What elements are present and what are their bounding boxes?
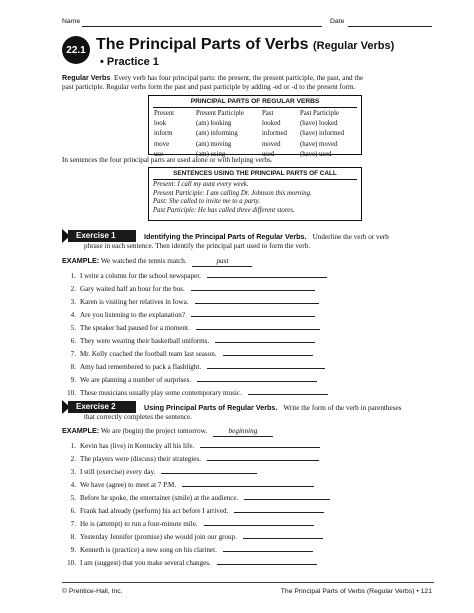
- table-cell: (have) looked: [300, 120, 338, 128]
- lesson-badge: [62, 36, 90, 64]
- item-text: Yesterday Jennifer (promise) she would join our group.: [80, 533, 237, 541]
- sentence-line: Present Participle: I am calling Dr. Johnson this morning.: [153, 189, 312, 197]
- intro-lead: Regular Verbs: [62, 73, 111, 82]
- exercise-2-heading-text: Using Principal Parts of Regular Verbs.: [144, 403, 278, 412]
- item-text: I am (suggest) that you make several changes.: [80, 559, 211, 567]
- item-text: Kenneth is (practice) a new song on his clarinet.: [80, 546, 217, 554]
- item-text: Frank had already (perform) his act before I arrived.: [80, 507, 229, 515]
- list-item: 2. Gary waited half an hour for the bus.: [62, 283, 315, 293]
- table-cell: move: [154, 140, 170, 148]
- item-text: Kevin has (live) in Kentucky all his life.: [80, 442, 195, 450]
- date-label: Date: [330, 18, 345, 25]
- sentences-intro: In sentences the four principal parts are used alone or with helping verbs.: [62, 156, 273, 164]
- answer-blank[interactable]: [196, 322, 320, 330]
- answer-blank[interactable]: [223, 348, 313, 356]
- list-item: 8. Amy had remembered to pack a flashlight.: [62, 361, 325, 371]
- list-item: 3. I still (exercise) every day.: [62, 466, 257, 476]
- list-item: 7. He is (attempt) to run a four-minute mile.: [62, 518, 314, 528]
- footer-page-info: The Principal Parts of Verbs (Regular Verbs) • 121: [280, 588, 432, 595]
- item-text: He is (attempt) to run a four-minute mile.: [80, 520, 198, 528]
- footer-copyright: © Prentice-Hall, Inc.: [62, 588, 123, 595]
- answer-blank[interactable]: [182, 479, 314, 487]
- intro-text-2: past participle. Regular verbs form the past and past participle by adding -ed or -d to the present form.: [62, 83, 356, 91]
- sentence-line: Past Participle: He has called three different stores.: [153, 206, 295, 214]
- footer-rule: [62, 582, 434, 583]
- parts-grid: [153, 109, 345, 160]
- intro-text-1: Every verb has four principal parts: the present, the present participle, the past, and the: [113, 74, 364, 82]
- page-title: [96, 36, 394, 54]
- table-cell: use: [154, 150, 164, 158]
- table-title: PRINCIPAL PARTS OF REGULAR VERBS: [190, 98, 320, 105]
- table-cell: (am) informing: [196, 130, 238, 138]
- list-item: 5. The speaker had paused for a moment.: [62, 322, 320, 332]
- answer-blank[interactable]: [200, 440, 320, 448]
- item-text: They were wearing their basketball uniforms.: [80, 337, 210, 345]
- item-text: These musicians usually play some contemporary music.: [80, 389, 242, 397]
- table-cell: moved: [262, 140, 281, 148]
- table-header-row: [153, 109, 345, 119]
- list-item: 1. I write a column for the school newspaper.: [62, 270, 327, 280]
- exercise-2-label: Exercise 2: [76, 402, 116, 411]
- header-past: Past: [262, 110, 274, 117]
- exercise-2-example: [62, 426, 273, 437]
- header-present-participle: Present Participle: [196, 110, 244, 117]
- exercise-1-tab: [62, 229, 138, 243]
- list-item: 4. Are you listening to the explanation?: [62, 309, 315, 319]
- table-row: [153, 140, 345, 150]
- item-text: I write a column for the school newspaper.: [80, 272, 201, 280]
- list-item: 10. These musicians usually play some contemporary music.: [62, 387, 328, 397]
- exercise-2-heading: [144, 403, 401, 412]
- intro-paragraph: [62, 73, 434, 92]
- answer-blank[interactable]: [197, 374, 317, 382]
- name-label: Name: [62, 18, 81, 25]
- exercise-2-instr-1: Write the form of the verb in parentheses: [283, 404, 402, 412]
- list-item: 10. I am (suggest) that you make several changes.: [62, 557, 317, 567]
- exercise-1-heading-text: Identifying the Principal Parts of Regular Verbs.: [144, 232, 307, 241]
- answer-blank[interactable]: [215, 335, 315, 343]
- sentences-box: [148, 167, 362, 221]
- item-text: Gary waited half an hour for the bus.: [80, 285, 185, 293]
- answer-blank[interactable]: [223, 544, 313, 552]
- item-text: I still (exercise) every day.: [80, 468, 156, 476]
- list-item: 9. Kenneth is (practice) a new song on his clarinet.: [62, 544, 313, 554]
- list-item: 9. We are planning a number of surprises.: [62, 374, 317, 384]
- exercise-1-instr-2: phrase in each sentence. Then identify the principal part used to form the verb.: [84, 242, 310, 250]
- list-item: 4. We have (agree) to meet at 7 P.M.: [62, 479, 314, 489]
- exercise-1-label: Exercise 1: [76, 231, 116, 240]
- exercise-1-instr-1: Underline the verb or verb: [312, 233, 389, 241]
- date-field-line: [348, 26, 432, 27]
- exercise-2-instr-2: that correctly completes the sentence.: [84, 413, 192, 421]
- answer-blank[interactable]: [195, 296, 319, 304]
- list-item: 7. Mr. Kelly coached the football team last season.: [62, 348, 313, 358]
- list-item: 1. Kevin has (live) in Kentucky all his life.: [62, 440, 320, 450]
- example-answer: beginning: [213, 427, 273, 437]
- lesson-number: 22.1: [66, 44, 86, 56]
- exercise-2-tab: [62, 400, 138, 414]
- answer-blank[interactable]: [207, 270, 327, 278]
- answer-blank[interactable]: [248, 387, 328, 395]
- table-cell: looked: [262, 120, 281, 128]
- answer-blank[interactable]: [204, 518, 314, 526]
- table-cell: (have) used: [300, 150, 332, 158]
- table-cell: (have) moved: [300, 140, 338, 148]
- list-item: 3. Karen is visiting her relatives in Iowa.: [62, 296, 319, 306]
- item-text: We have (agree) to meet at 7 P.M.: [80, 481, 177, 489]
- table-row: [153, 119, 345, 129]
- item-text: Karen is visiting her relatives in Iowa.: [80, 298, 189, 306]
- sentence-line: Past: She called to invite me to a party.: [153, 198, 261, 206]
- example-label: EXAMPLE:: [62, 256, 100, 265]
- example-text: We are (begin) the project tomorrow.: [100, 427, 208, 435]
- table-cell: (am) moving: [196, 140, 232, 148]
- title-paren: (Regular Verbs): [312, 40, 395, 52]
- answer-blank[interactable]: [243, 531, 323, 539]
- answer-blank[interactable]: [207, 361, 325, 369]
- name-field-line: [82, 26, 322, 27]
- answer-blank[interactable]: [244, 492, 330, 500]
- table-cell: look: [154, 120, 167, 128]
- table-row: [153, 129, 345, 139]
- table-cell: (have) informed: [300, 130, 344, 138]
- header-present: Present: [154, 110, 175, 117]
- item-text: Amy had remembered to pack a flashlight.: [80, 363, 202, 371]
- answer-blank[interactable]: [207, 453, 319, 461]
- answer-blank[interactable]: [191, 309, 315, 317]
- answer-blank[interactable]: [191, 283, 315, 291]
- item-text: The speaker had paused for a moment.: [80, 324, 190, 332]
- practice-label: • Practice 1: [100, 56, 159, 68]
- item-text: Before he spoke, the entertainer (smile) at the audience.: [80, 494, 239, 502]
- item-text: Are you listening to the explanation?: [80, 311, 185, 319]
- title-main: The Principal Parts of Verbs: [96, 36, 309, 53]
- example-answer: past: [192, 257, 252, 267]
- list-item: 6. They were wearing their basketball uniforms.: [62, 335, 315, 345]
- example-text: We watched the tennis match.: [100, 257, 187, 265]
- exercise-1-example: [62, 256, 252, 267]
- principal-parts-table: [148, 95, 362, 158]
- item-text: The players were (discuss) their strategies.: [80, 455, 201, 463]
- list-item: 6. Frank had already (perform) his act before I arrived.: [62, 505, 324, 515]
- list-item: 5. Before he spoke, the entertainer (smile) at the audience.: [62, 492, 330, 502]
- table-cell: informed: [262, 130, 287, 138]
- table-cell: used: [262, 150, 275, 158]
- header-past-participle: Past Participle: [300, 110, 340, 117]
- answer-blank[interactable]: [217, 557, 317, 565]
- sentence-line: Present: I call my aunt every week.: [153, 181, 249, 188]
- example-label: EXAMPLE:: [62, 426, 100, 435]
- list-item: 2. The players were (discuss) their strategies.: [62, 453, 319, 463]
- table-cell: (am) looking: [196, 120, 232, 128]
- list-item: 8. Yesterday Jennifer (promise) she would join our group.: [62, 531, 323, 541]
- item-text: We are planning a number of surprises.: [80, 376, 192, 384]
- exercise-1-heading: [144, 232, 389, 241]
- sentences-box-title: SENTENCES USING THE PRINCIPAL PARTS OF CALL: [173, 170, 337, 177]
- answer-blank[interactable]: [161, 466, 257, 474]
- table-cell: inform: [154, 130, 173, 138]
- table-cell: (am) using: [196, 150, 226, 158]
- answer-blank[interactable]: [234, 505, 324, 513]
- item-text: Mr. Kelly coached the football team last season.: [80, 350, 217, 358]
